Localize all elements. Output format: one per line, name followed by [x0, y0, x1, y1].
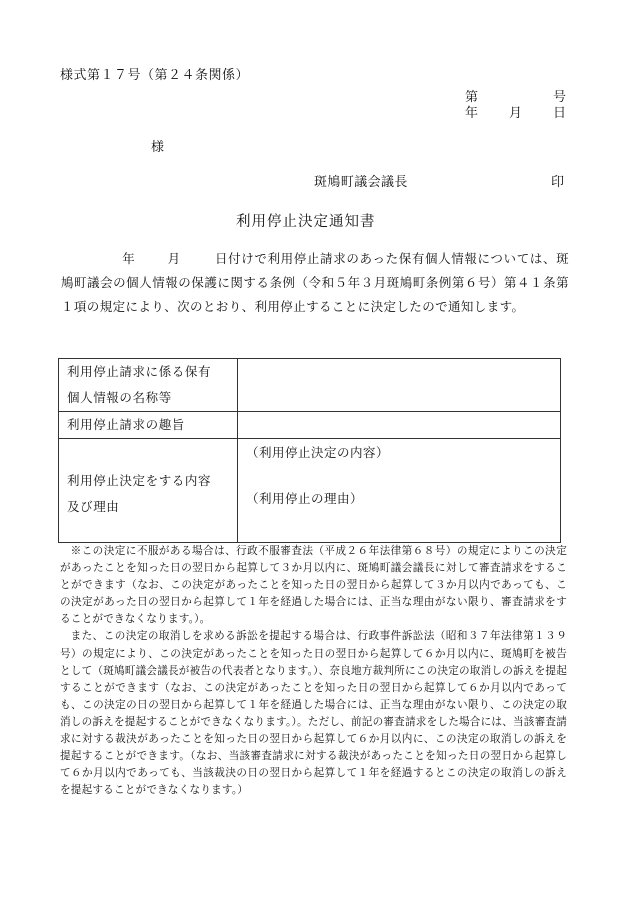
- note-paragraph-2: また、この決定の取消しを求める訴訟を提起する場合は、行政事件訴訟法（昭和３７年法律第１３９号）の規定により、この決定があったことを知った日の翌日から起算して６か月以内に、斑鳩町を被告として（斑鳩町議会議長が被告の代表者となります。）、奈良地方裁判所にこの決定の取消しの訴えを提起することができます（なお、この決定があったことを知った日の翌日から起算して６か月以内であっても、この決定の日の翌日から起算して１年を経過した場合には、正当な理由がない限り、この決定の取消しの訴えを提起することができなくなります。）。ただし、前記の審査請求をした場合には、当該審査請求に対する裁決があったことを知った日の翌日から起算して６か月以内に、この決定の取消しの訴えを提起することができます。（なお、当該審査請求に対する裁決があったことを知った日の翌日から起算して６か月以内であっても、当該裁決の日の翌日から起算して１年を経過するとこの決定の取消しの訴えを提起することができなくなります。）: [60, 630, 567, 797]
- body-month: 月: [167, 251, 181, 266]
- row1-value: [238, 359, 561, 412]
- seal-mark: 印: [551, 175, 565, 190]
- row1-label: [59, 359, 238, 412]
- row1-label-line1: 利用停止請求に係る保有: [67, 364, 212, 379]
- table-row: [59, 439, 561, 543]
- row3-label: [59, 439, 238, 543]
- doc-number-suffix: 号: [553, 90, 567, 105]
- row3-reason-label: （利用停止の理由）: [246, 491, 364, 506]
- date-day: 日: [553, 106, 567, 121]
- row1-label-line2: 個人情報の名称等: [67, 390, 172, 405]
- doc-number-prefix: 第: [465, 90, 479, 105]
- addressee-suffix: 様: [151, 140, 165, 155]
- document-title: 利用停止決定通知書: [236, 214, 376, 230]
- row3-label-line1: 利用停止決定をする内容: [67, 473, 212, 488]
- body-year: 年: [122, 251, 136, 266]
- row3-label-line2: 及び理由: [67, 499, 120, 514]
- row2-value: [238, 412, 561, 439]
- row3-content-label: （利用停止決定の内容）: [246, 445, 390, 460]
- note-paragraph-1: ※この決定に不服がある場合は、行政不服審査法（平成２６年法律第６８号）の規定によりこの決定があったことを知った日の翌日から起算して３か月以内に、斑鳩町議会議長に対して審査請求をすることができます（なお、この決定があったことを知った日の翌日から起算して３か月以内であっても、この決定があった日の翌日から起算して１年を経過した場合には、正当な理由がない限り、審査請求をすることができなくなります。）。: [60, 545, 567, 626]
- body-paragraph: [61, 247, 569, 319]
- row3-value: [238, 439, 561, 543]
- date-month: 月: [509, 106, 523, 121]
- appeal-notes: [60, 543, 567, 799]
- table-row: [59, 412, 561, 439]
- form-id: 様式第１７号（第２４条関係）: [60, 68, 250, 83]
- date-year: 年: [465, 106, 479, 121]
- body-text: 日付けで利用停止請求のあった保有個人情報については、斑鳩町議会の個人情報の保護に関する条例（令和５年３月斑鳩町条例第６号）第４１条第１項の規定により、次のとおり、利用停止することに決定したので通知します。: [61, 251, 569, 314]
- table-row: [59, 359, 561, 412]
- row2-label: 利用停止請求の趣旨: [59, 412, 238, 439]
- sender-name: 斑鳩町議会議長: [314, 175, 408, 190]
- info-table: [58, 358, 561, 543]
